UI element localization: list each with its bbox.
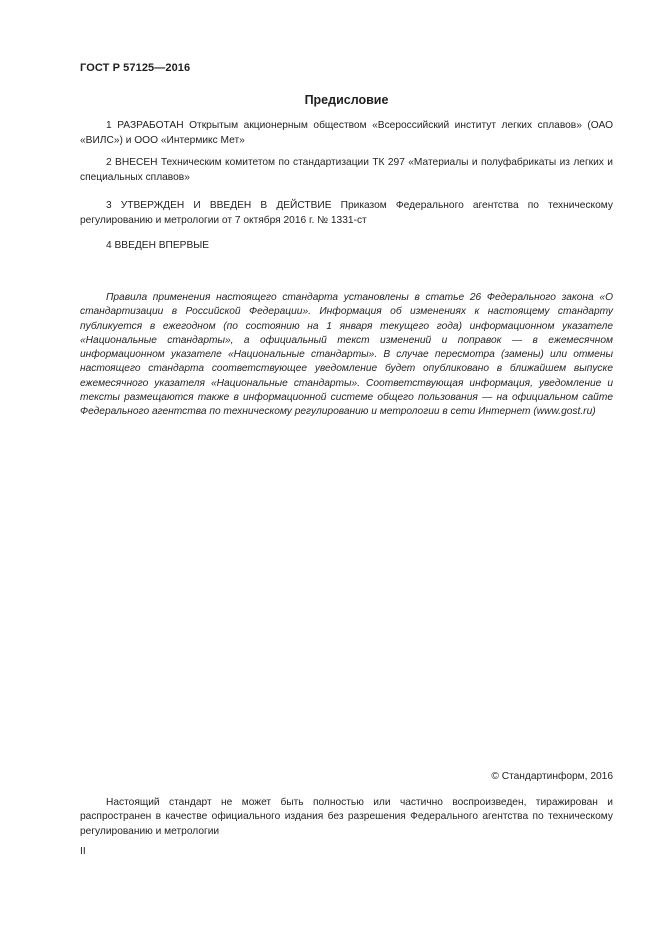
standard-application-notice: [80, 291, 613, 420]
notice-text: Правила применения настоящего стандарта установлены в статье 26 Федерального закона «О стандартизации в Российской Федерации». Информация об изменениях к настоящему стандарту публикуется в ежегодном (по состоянию на 1 января текущего года) информационном указателе «Национальные стандарты», а официальный текст изменений и поправок — в ежемесячном информационном указателе «Национальные стандарты». В случае пересмотра (замены) или отмены настоящего стандарта соответствующее уведомление будет опубликовано в ближайшем выпуске ежемесячного указателя «Национальные стандарты». Соответствующая информация, уведомление и тексты размещаются также в информационной системе общего пользования — на официальном сайте Федерального агентства по техническому регулированию и метрологии в сети Интернет (www.gost.ru): [80, 292, 613, 418]
preface-item-3: [80, 198, 613, 228]
preface-item-text: 1 РАЗРАБОТАН Открытым акционерным обществом «Всероссийский институт легких сплавов» (ОАО «ВИЛС») и ООО «Интермикс Мет»: [80, 120, 613, 146]
preface-item-2: [80, 155, 613, 185]
document-code: ГОСТ Р 57125—2016: [80, 62, 191, 74]
page-number: II: [80, 846, 86, 857]
preface-item-4: [80, 238, 613, 253]
preface-title: Предисловие: [304, 93, 389, 107]
preface-item-text: 3 УТВЕРЖДЕН И ВВЕДЕН В ДЕЙСТВИЕ Приказом Федерального агентства по техническому регулированию и метрологии от 7 октября 2016 г. № 1331-ст: [80, 200, 613, 226]
preface-item-text: 2 ВНЕСЕН Техническим комитетом по стандартизации ТК 297 «Материалы и полуфабрикаты из легких и специальных сплавов»: [80, 157, 613, 183]
reprint-notice: [80, 796, 613, 839]
preface-item-text: 4 ВВЕДЕН ВПЕРВЫЕ: [106, 240, 210, 251]
preface-item-1: [80, 118, 613, 148]
reprint-notice-text: Настоящий стандарт не может быть полностью или частично воспроизведен, тиражирован и распространен в качестве официального издания без разрешения Федерального агентства по техническому регулированию и метрологии: [80, 797, 613, 837]
copyright-line: © Стандартинформ, 2016: [491, 771, 613, 782]
